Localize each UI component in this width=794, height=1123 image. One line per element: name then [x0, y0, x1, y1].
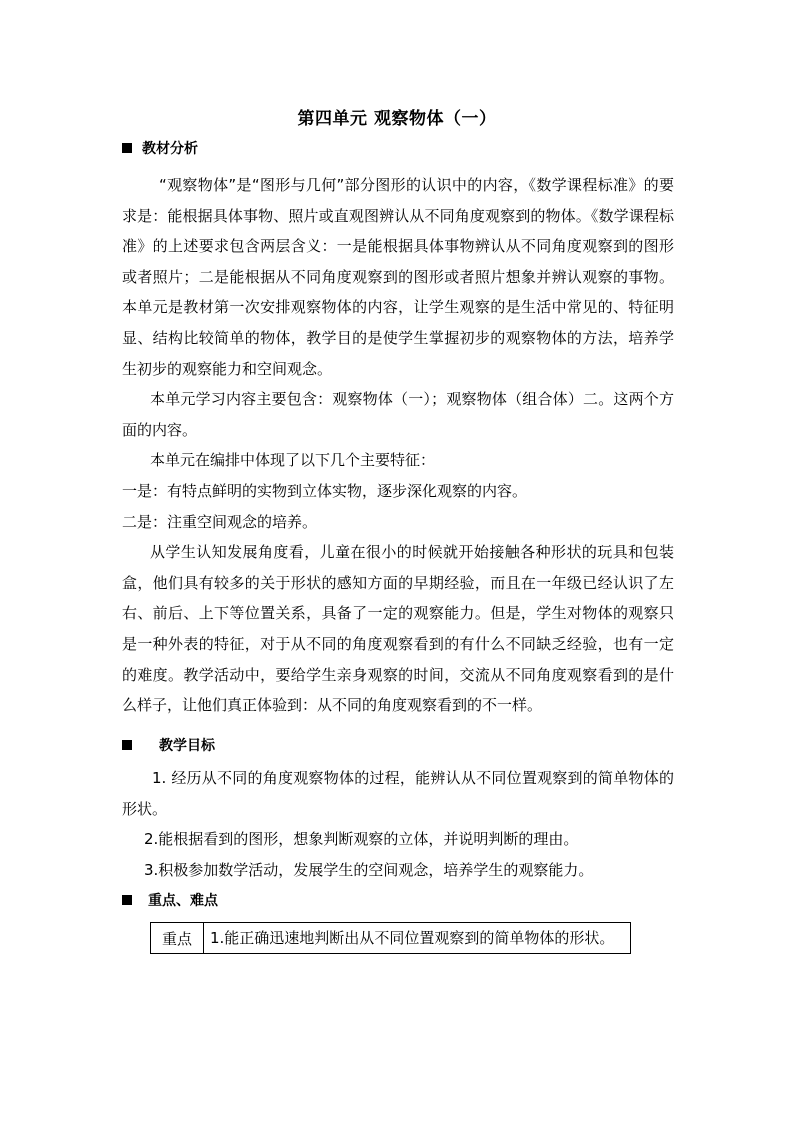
bullet-square-icon — [122, 740, 132, 750]
paragraph: 本单元学习内容主要包含：观察物体（一）；观察物体（组合体）二。这两个方面的内容。 — [122, 390, 674, 439]
section-heading-analysis — [122, 138, 198, 160]
paragraph: 二是：注重空间观念的培养。 — [122, 512, 318, 531]
table-cell-label: 重点 — [151, 923, 204, 954]
goal-item: 3.积极参加数学活动，发展学生的空间观念，培养学生的观察能力。 — [144, 860, 594, 879]
goals-body — [122, 763, 674, 885]
section-heading-goals — [122, 735, 215, 757]
paragraph: 一是：有特点鲜明的实物到立体实物，逐步深化观察的内容。 — [122, 481, 528, 500]
goal-item: 2.能根据看到的图形，想象判断观察的立体，并说明判断的理由。 — [144, 830, 579, 849]
bullet-square-icon — [122, 143, 132, 153]
bullet-square-icon — [122, 895, 132, 905]
key-points-table — [150, 922, 631, 954]
table-row — [151, 923, 631, 954]
section-heading-label: 教学目标 — [159, 738, 215, 754]
table-cell-content: 1.能正确迅速地判断出从不同位置观察到的简单物体的形状。 — [204, 923, 631, 954]
page-title: 第四单元 观察物体（一） — [297, 109, 497, 129]
analysis-body — [122, 170, 674, 721]
paragraph: 本单元在编排中体现了以下几个主要特征： — [150, 451, 436, 470]
paragraph: “观察物体”是“图形与几何”部分图形的认识中的内容，《数学课程标准》的要求是：能根据具体事物、照片或直观图辨认从不同角度观察到的物体。《数学课程标准》的上述要求包含两层含义：一是能根据具体事物辨认从不同角度观察到的图形或者照片；二是能根据从不同角度观察到的图形或者照片想象并辨认观察的事物。本单元是教材第一次安排观察物体的内容，让学生观察的是生活中常见的、特征明显、结构比较简单的物体，教学目的是使学生掌握初步的观察物体的方法，培养学生初步的观察能力和空间观念。 — [122, 176, 674, 378]
section-heading-label: 重点、难点 — [148, 893, 218, 909]
section-heading-label: 教材分析 — [142, 141, 198, 157]
paragraph: 从学生认知发展角度看，儿童在很小的时候就开始接触各种形状的玩具和包装盒，他们具有较多的关于形状的感知方面的早期经验，而且在一年级已经认识了左右、前后、上下等位置关系，具备了一定的观察能力。但是，学生对物体的观察只是一种外表的特征，对于从不同的角度观察看到的有什么不同缺乏经验，也有一定的难度。教学活动中，要给学生亲身观察的时间，交流从不同角度观察看到的是什么样子，让他们真正体验到：从不同的角度观察看到的不一样。 — [122, 543, 674, 715]
goal-item: 1. 经历从不同的角度观察物体的过程，能辨认从不同位置观察到的简单物体的形状。 — [122, 769, 674, 818]
section-heading-key-points — [122, 890, 218, 912]
